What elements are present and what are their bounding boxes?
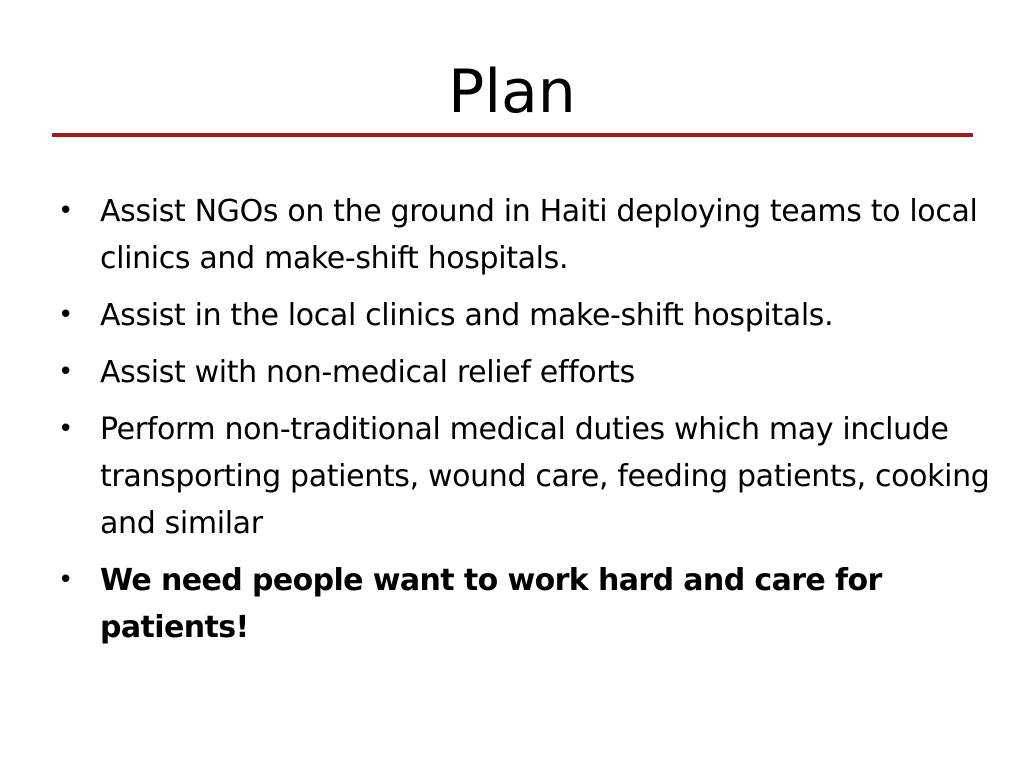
bullet-text: Assist in the local clinics and make-shift hospitals. bbox=[100, 298, 834, 333]
bullet-item bbox=[58, 349, 998, 396]
bullet-text: Assist with non-medical relief efforts bbox=[100, 355, 635, 390]
bullet-item bbox=[58, 188, 998, 282]
bullet-text: We need people want to work hard and care for patients! bbox=[100, 563, 882, 645]
bullet-item bbox=[58, 292, 998, 339]
bullet-icon: • bbox=[58, 357, 74, 387]
bullet-list bbox=[58, 188, 998, 661]
bullet-text: Assist NGOs on the ground in Haiti deploying teams to local clinics and make-shift hospitals. bbox=[100, 194, 978, 276]
bullet-item-emphasis bbox=[58, 557, 998, 651]
bullet-text: Perform non-traditional medical duties which may include transporting patients, wound care, feeding patients, cooking and similar bbox=[100, 412, 990, 541]
bullet-icon: • bbox=[58, 300, 74, 330]
bullet-icon: • bbox=[58, 565, 74, 595]
bullet-item bbox=[58, 406, 998, 547]
bullet-icon: • bbox=[58, 414, 74, 444]
title-divider bbox=[52, 133, 973, 137]
bullet-icon: • bbox=[58, 196, 74, 226]
slide-title: Plan bbox=[448, 57, 576, 127]
